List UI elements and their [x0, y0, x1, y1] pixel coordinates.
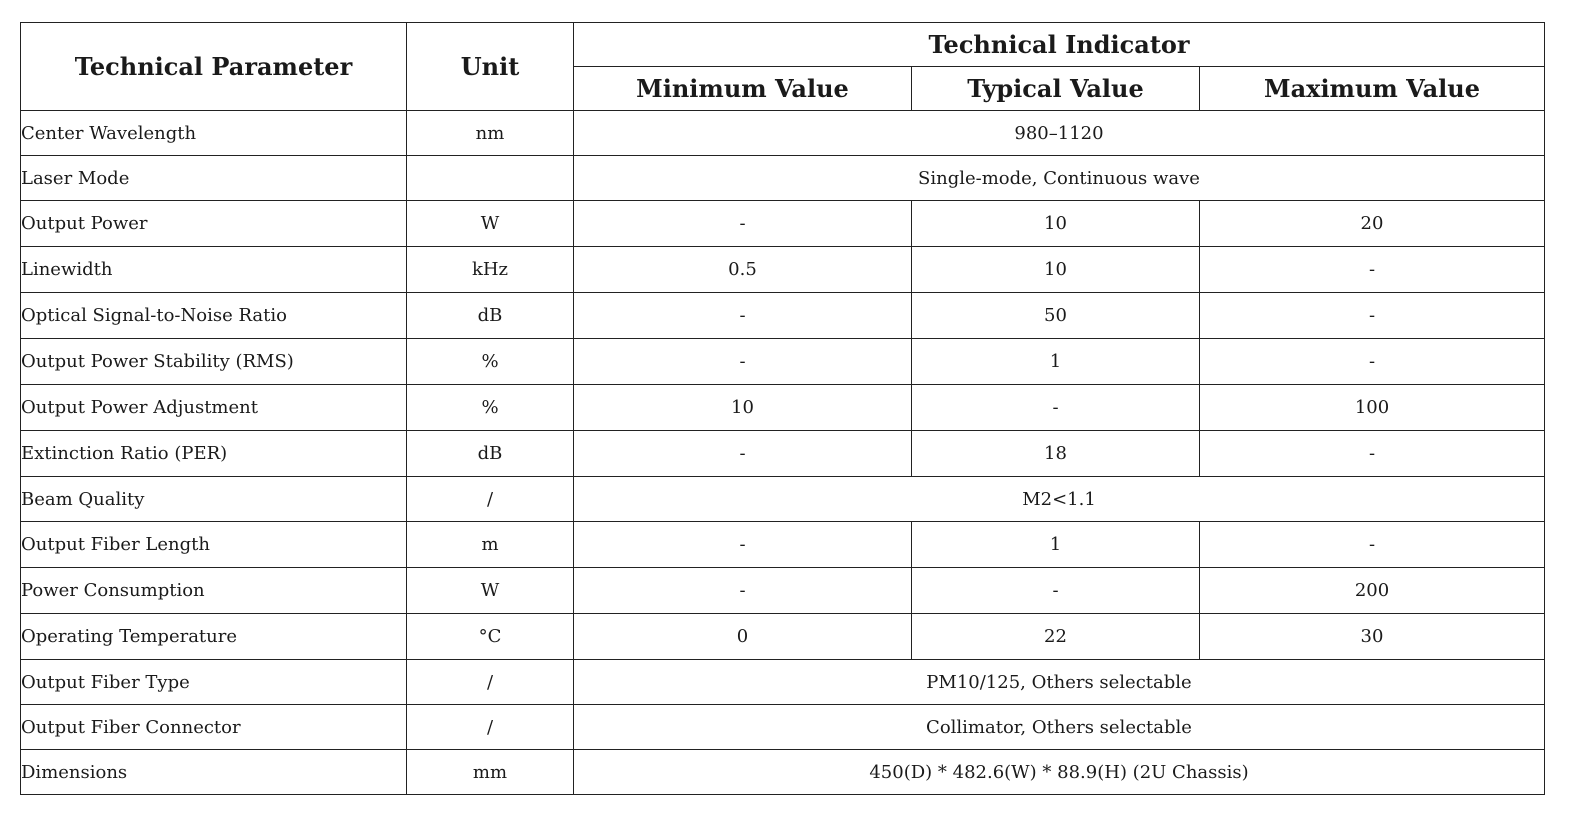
spec-table	[20, 22, 1545, 795]
typ-cell: 10	[912, 201, 1200, 247]
param-cell: Center Wavelength	[21, 111, 407, 156]
table-row	[21, 568, 1545, 614]
typ-cell: 1	[912, 522, 1200, 568]
header-technical-indicator: Technical Indicator	[574, 23, 1545, 67]
value-span-cell: Single-mode, Continuous wave	[574, 156, 1545, 201]
max-cell: -	[1200, 293, 1545, 339]
max-cell: -	[1200, 431, 1545, 477]
table-row	[21, 201, 1545, 247]
typ-cell: -	[912, 568, 1200, 614]
table-row	[21, 247, 1545, 293]
table-row	[21, 431, 1545, 477]
max-cell: -	[1200, 522, 1545, 568]
typ-cell: 50	[912, 293, 1200, 339]
unit-cell: W	[407, 201, 574, 247]
param-cell: Linewidth	[21, 247, 407, 293]
min-cell: -	[574, 568, 912, 614]
min-cell: -	[574, 293, 912, 339]
table-row	[21, 750, 1545, 795]
min-cell: -	[574, 201, 912, 247]
header-unit: Unit	[407, 23, 574, 111]
param-cell: Output Power Adjustment	[21, 385, 407, 431]
min-cell: 0.5	[574, 247, 912, 293]
unit-cell	[407, 156, 574, 201]
table-row	[21, 477, 1545, 522]
max-cell: 100	[1200, 385, 1545, 431]
typ-cell: 22	[912, 614, 1200, 660]
table-row	[21, 111, 1545, 156]
header-maximum-value: Maximum Value	[1200, 67, 1545, 111]
unit-cell: %	[407, 339, 574, 385]
min-cell: -	[574, 339, 912, 385]
param-cell: Laser Mode	[21, 156, 407, 201]
unit-cell: dB	[407, 431, 574, 477]
typ-cell: 18	[912, 431, 1200, 477]
param-cell: Beam Quality	[21, 477, 407, 522]
unit-cell: mm	[407, 750, 574, 795]
min-cell: -	[574, 522, 912, 568]
min-cell: -	[574, 431, 912, 477]
param-cell: Output Fiber Length	[21, 522, 407, 568]
header-typical-value: Typical Value	[912, 67, 1200, 111]
max-cell: 200	[1200, 568, 1545, 614]
min-cell: 0	[574, 614, 912, 660]
value-span-cell: Collimator, Others selectable	[574, 705, 1545, 750]
max-cell: 20	[1200, 201, 1545, 247]
value-span-cell: 980–1120	[574, 111, 1545, 156]
unit-cell: /	[407, 705, 574, 750]
value-span-cell: PM10/125, Others selectable	[574, 660, 1545, 705]
unit-cell: W	[407, 568, 574, 614]
typ-cell: 1	[912, 339, 1200, 385]
unit-cell: %	[407, 385, 574, 431]
typ-cell: -	[912, 385, 1200, 431]
header-minimum-value: Minimum Value	[574, 67, 912, 111]
param-cell: Extinction Ratio (PER)	[21, 431, 407, 477]
table-row	[21, 614, 1545, 660]
min-cell: 10	[574, 385, 912, 431]
table-row	[21, 339, 1545, 385]
value-span-cell: 450(D) * 482.6(W) * 88.9(H) (2U Chassis)	[574, 750, 1545, 795]
table-row	[21, 522, 1545, 568]
value-span-cell: M2<1.1	[574, 477, 1545, 522]
param-cell: Dimensions	[21, 750, 407, 795]
param-cell: Optical Signal-to-Noise Ratio	[21, 293, 407, 339]
max-cell: -	[1200, 247, 1545, 293]
table-row	[21, 705, 1545, 750]
param-cell: Output Fiber Connector	[21, 705, 407, 750]
header-technical-parameter: Technical Parameter	[21, 23, 407, 111]
table-row	[21, 156, 1545, 201]
unit-cell: dB	[407, 293, 574, 339]
param-cell: Power Consumption	[21, 568, 407, 614]
table-row	[21, 660, 1545, 705]
unit-cell: kHz	[407, 247, 574, 293]
typ-cell: 10	[912, 247, 1200, 293]
unit-cell: m	[407, 522, 574, 568]
table-row	[21, 293, 1545, 339]
param-cell: Operating Temperature	[21, 614, 407, 660]
unit-cell: /	[407, 477, 574, 522]
max-cell: 30	[1200, 614, 1545, 660]
param-cell: Output Power	[21, 201, 407, 247]
max-cell: -	[1200, 339, 1545, 385]
param-cell: Output Fiber Type	[21, 660, 407, 705]
unit-cell: °C	[407, 614, 574, 660]
unit-cell: nm	[407, 111, 574, 156]
param-cell: Output Power Stability (RMS)	[21, 339, 407, 385]
unit-cell: /	[407, 660, 574, 705]
table-row	[21, 385, 1545, 431]
